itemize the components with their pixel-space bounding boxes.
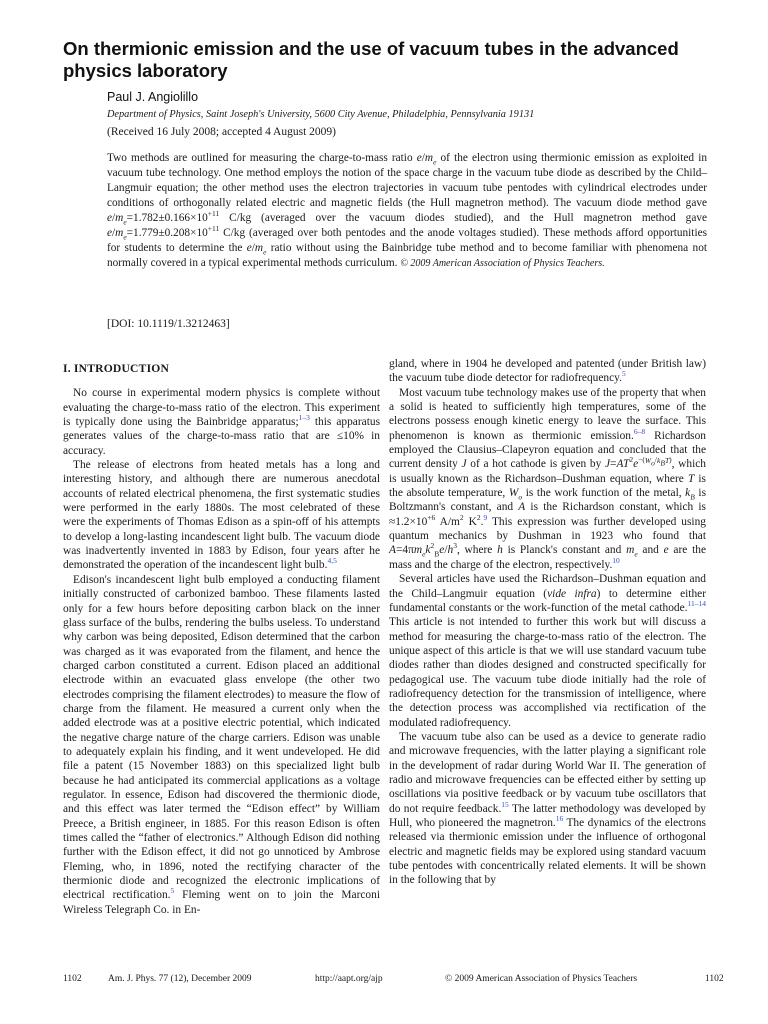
author-affiliation: Department of Physics, Saint Joseph's University, 5600 City Avenue, Philadelphia, Pennsylvania 19131 <box>107 109 535 120</box>
paragraph: The release of electrons from heated metals has a long and interesting history, and although there are numerous anecdotal accounts of related electrical phenomena, the first systematic studies were performed in the early 1880s. The most celebrated of these were the experiments of Thomas Edison as a spin-off of his attempts to develop a long-lasting incandescent light bulb. The vacuum diode was inadvertently invented in 1883 by Edison, four years after he demonstrated the operation of the incandescent light bulb.$^{4,5}$ <box>63 459 380 572</box>
received-dates: (Received 16 July 2008; accepted 4 August 2009) <box>107 126 336 138</box>
footer-journal-citation: Am. J. Phys. 77 (12), December 2009 <box>108 974 252 984</box>
author-name: Paul J. Angiolillo <box>107 90 199 104</box>
reference-link[interactable]: 5 <box>622 369 626 379</box>
article-title: On thermionic emission and the use of vacuum tubes in the advanced physics laboratory <box>63 38 679 81</box>
abstract-copyright: © 2009 American Association of Physics Teachers. <box>400 258 605 270</box>
left-column <box>63 362 380 917</box>
footer-page-number-right: 1102 <box>705 974 724 984</box>
section-heading: I. INTRODUCTION <box>63 362 170 375</box>
reference-link[interactable]: 6–8 <box>633 426 646 436</box>
reference-link[interactable]: 1–3 <box>298 413 310 423</box>
reference-link[interactable]: 16 <box>555 814 564 824</box>
paragraph: Edison's incandescent light bulb employed a conducting filament initially constructed of carbonized bamboo. These filaments lasted only for a few hours before depositing carbon black on the inner glass surface of the bulbs, rendering the bulbs useless. To understand why carbon was being deposited, Edison determined that the carbon was charged as it was evaporated from the filament, and hence the charged carbon constituted a current. Edison placed an additional electrode within an evacuated glass envelope (the other two electrodes comprising the filament electrodes) to measure the flow of charge from the filament. He measured a current only when the added electrode was at a positive electric potential, which indicated the negative charge nature of the charge carriers. Edison was unable to adequately explain his finding, and it went undeveloped. He did file a patent (15 November 1883) on this specialized light bulb because he had anticipated its commercial applications as a voltage regulator. In essence, Edison had discovered the thermionic diode, and this effect was later termed the “Edison effect” by William Preece, a British engineer, in 1885. For this reason Edison is often times called the “father of electronics.” Although Edison did nothing further with the Edison effect, it did not go unnoticed by Ambrose Fleming, who, in 1896, noted the rectifying character of the thermionic diode and recognized the electronic implications of electrical rectification.$^5$ Fleming went on to join the Marconi Wireless Telegraph Co. in En- <box>63 573 380 916</box>
paragraph: The vacuum tube also can be used as a device to generate radio and microwave frequencies, with the latter playing a significant role in the development of radar during World War II. The generation of radio and microwave frequencies can be effected either by setting up oscillations via positive feedback or by vacuum tube oscillators that do not require feedback.$^{15}$ The latter methodology was developed by Hull, who pioneered the magnetron.$^{16}$ The dynamics of the electrons released via thermionic emission under the influence of orthogonal electric and magnetic fields may be explored using standard vacuum tube pentodes with concentrically related elements. It will be shown in the following that by <box>389 730 706 887</box>
reference-link[interactable]: 9 <box>483 512 488 522</box>
reference-link[interactable]: 4,5 <box>327 556 337 566</box>
page-footer <box>63 974 723 988</box>
doi-link[interactable]: [DOI: 10.1119/1.3212463] <box>107 318 230 330</box>
paragraph: No course in experimental modern physics is complete without evaluating the charge-to-mass ratio of the electron. This experiment is typically done using the Bainbridge apparatus;$^{1-3}$ this apparatus generates values of the charge-to-mass ratio that are ≤10% in accuracy. <box>63 387 380 457</box>
right-column <box>389 357 706 888</box>
footer-copyright: © 2009 American Association of Physics Teachers <box>445 974 638 984</box>
abstract: Two methods are outlined for measuring the charge-to-mass ratio $e/m_e$ of the electron using thermionic emission as exploited in vacuum tube technology. One method employs the notion of the space charge in the vacuum tube diode as described by the Child–Langmuir equation; the other method uses the electron trajectories in vacuum tube pentodes with cylindrical electrodes under conditions of orthogonally related electric and magnetic fields (the Hull magnetron method). The vacuum diode method gave $e/m_e=1.782\pm 0.166\times 10^{+11}$ C/kg (averaged over the vacuum diodes studied), and the Hull magnetron method gave $e/m_e=1.779\pm 0.208\times 10^{+11}$ C/kg (averaged over both pentodes and the anode voltages studied). These methods afford opportunities for students to determine the $e/m_e$ ratio without using the Bainbridge tube method and to become familiar with phenomena not normally covered in a typical experimental methods curriculum. © 2009 American Association of Physics Teachers. <box>107 152 707 270</box>
reference-link[interactable]: 11–14 <box>687 599 706 609</box>
paragraph: Several articles have used the Richardson–Dushman equation and the Child–Langmuir equation (vide infra) to determine either fundamental constants or the work-function of the metal cathode.$^{11-14}$ This article is not intended to further this work but will discuss a method for measuring the charge-to-mass ratio of the electron. The unique aspect of this article is that we will use standard vacuum tube diodes rather than diodes designed and constructed specifically for pedagogical use. The vacuum tube diode initially had the role of radiofrequency detection for the transmission of intelligence, where the detection process was accomplished via rectification of the modulated radiofrequency. <box>389 573 706 729</box>
footer-journal-url[interactable]: http://aapt.org/ajp <box>315 974 383 984</box>
paragraph: Most vacuum tube technology makes use of the property that when a solid is heated to sufficiently high temperatures, some of the electrons possess enough kinetic energy to leave the surface. This phenomenon is known as thermionic emission.$^{6-8}$ Richardson employed the Clausius–Clapeyron equation and concluded that the current density J of a hot cathode is given by $J=AT^2e^{-(W_o/k_BT)}$, which is usually known as the Richardson–Dushman equation, where T is the absolute temperature, $W_o$ is the work function of the metal, $k_B$ is Boltzmann's constant, and A is the Richardson constant, which is $\approx 1.2\times 10^{+6}$ $A/m^2$ $K^2.^9$ This expression was further developed using quantum mechanics by Dushman in 1923 who found that $A=4\pi m_ek^2_Be/h^3$, where h is Planck's constant and $m_e$ and e are the mass and the charge of the electron, respectively.$^{10}$ <box>389 386 707 571</box>
paragraph: gland, where in 1904 he developed and patented (under British law) the vacuum tube diode detector for radiofrequency.$^5$ <box>389 358 706 385</box>
footer-page-number-left: 1102 <box>63 974 82 984</box>
reference-link[interactable]: 10 <box>612 556 620 566</box>
reference-link[interactable]: 15 <box>501 799 509 809</box>
reference-link[interactable]: 5 <box>170 886 175 896</box>
